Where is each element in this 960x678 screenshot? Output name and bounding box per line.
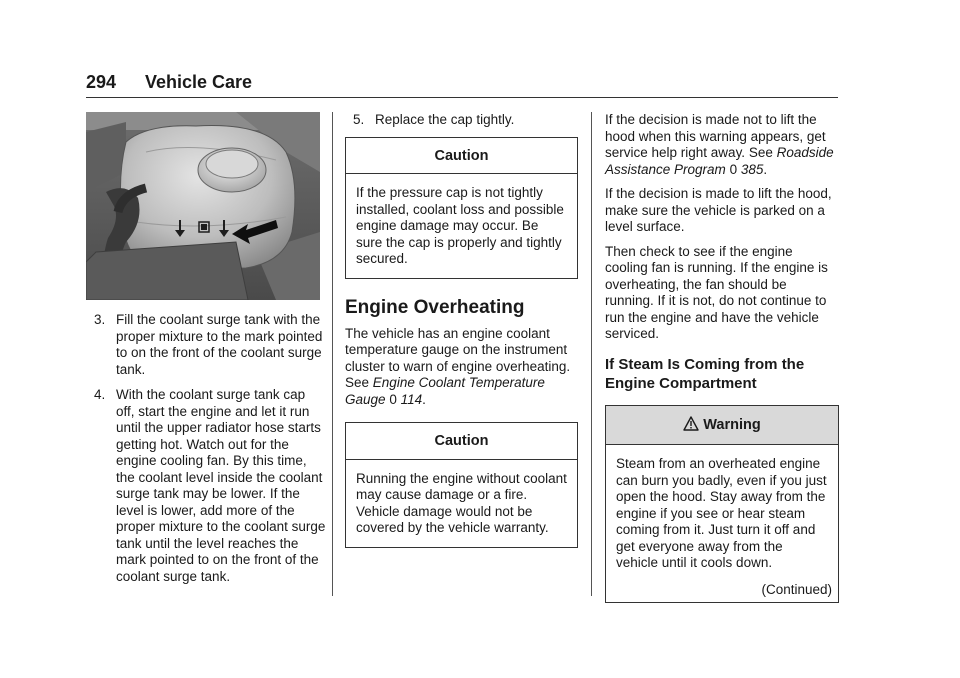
column-3 — [605, 112, 839, 603]
step-text: Fill the coolant surge tank with the proper mixture to the mark pointed to on the front of the coolant surge tank. — [116, 312, 323, 377]
overheating-paragraph — [345, 326, 578, 409]
warning-title: Warning — [703, 416, 761, 433]
column-divider-1 — [332, 112, 333, 596]
header-rule — [86, 97, 838, 98]
cooling-fan-paragraph: Then check to see if the engine cooling fan is running. If the engine is overheating, the fan should be running. If it is not, do not continue to run the engine and have the vehicle serviced. — [605, 243, 828, 341]
caution-box-pressure-cap — [345, 137, 578, 279]
step-number: 5. — [353, 112, 365, 127]
column-divider-2 — [591, 112, 592, 596]
paragraph-text: The vehicle has an engine coolant temperature gauge on the instrument cluster to warn of engine overheating. See — [345, 325, 571, 390]
step-text: Replace the cap tightly. — [375, 112, 515, 127]
cross-reference-link[interactable]: Engine Coolant Temperature Gauge — [345, 375, 545, 407]
subsection-heading: If Steam Is Coming from the Engine Compartment — [605, 355, 805, 392]
section-title: Vehicle Care — [145, 72, 253, 92]
cross-reference-link[interactable]: Roadside Assistance Program — [605, 145, 834, 177]
step-number: 4. — [94, 387, 106, 402]
lift-hood-paragraph — [605, 112, 839, 178]
column-1 — [94, 312, 326, 594]
coolant-surge-tank-illustration-icon — [86, 112, 320, 300]
page-number: 294 — [86, 72, 117, 92]
page-reference-arrow-icon: 0 — [729, 161, 738, 177]
caution-box-no-coolant — [345, 422, 578, 548]
warning-triangle-icon — [683, 416, 699, 436]
step-number: 3. — [94, 312, 106, 327]
period: . — [422, 391, 426, 407]
period: . — [763, 161, 768, 177]
level-surface-paragraph: If the decision is made to lift the hood, make sure the vehicle is parked on a level surface. — [605, 186, 832, 234]
coolant-surge-tank-figure — [86, 112, 320, 300]
caution-body: Running the engine without coolant may cause damage or a fire. Vehicle damage would not be covered by the vehicle warranty. — [356, 470, 567, 535]
warning-header — [606, 406, 838, 446]
paragraph-text: If the decision is made not to lift the hood when this warning appears, get service help right away. See — [605, 112, 826, 160]
caution-title: Caution — [346, 423, 577, 460]
caution-title: Caution — [346, 138, 577, 175]
step-4 — [94, 387, 326, 585]
page-reference[interactable]: 114 — [400, 391, 423, 407]
caution-body: If the pressure cap is not tightly installed, coolant loss and possible engine damage may occur. Be sure the cap is properly and tightly secured. — [356, 185, 564, 266]
warning-box-steam — [605, 405, 839, 604]
continued-label: (Continued) — [761, 581, 832, 597]
section-heading: Engine Overheating — [345, 296, 525, 318]
step-5 — [353, 112, 578, 129]
step-text: With the coolant surge tank cap off, start the engine and let it run until the upper radiator hose starts getting hot. Watch out for the engine cooling fan. By this time, the coolant level inside the coolant surge tank may be lower. If the level is lower, add more of the proper mixture to the coolant surge tank until the level reaches the mark pointed to on the front of the coolant surge tank. — [116, 387, 326, 584]
step-3 — [94, 312, 326, 378]
column-2 — [345, 112, 578, 548]
page-reference[interactable]: 385 — [740, 161, 764, 177]
warning-body: Steam from an overheated engine can burn you badly, even if you just open the hood. Stay away from the engine if you see or hear steam coming from it. Just turn it off and get everyone away from the vehicle until it cools down. — [616, 456, 827, 570]
page-reference-arrow-icon: 0 — [389, 391, 397, 407]
